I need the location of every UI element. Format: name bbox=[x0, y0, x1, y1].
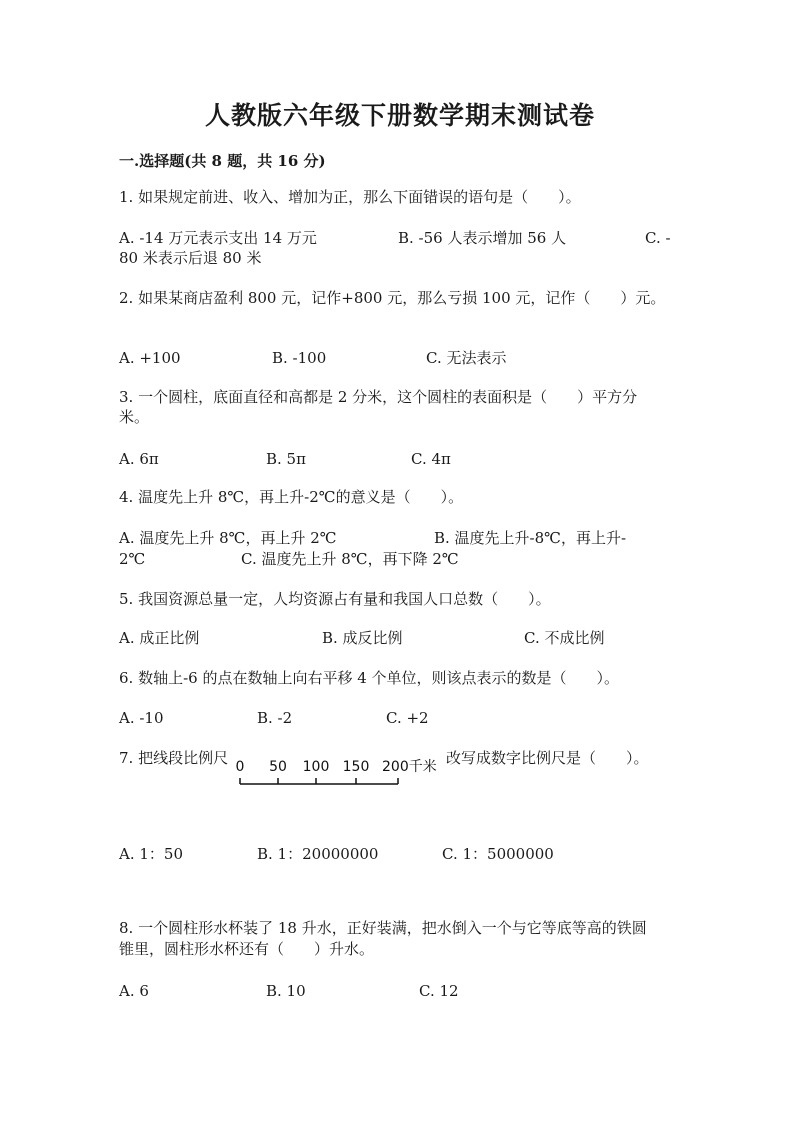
question-8-option-a: A. 6 bbox=[119, 982, 149, 1000]
question-7-option-c: C. 1：5000000 bbox=[442, 845, 554, 863]
question-1-option-b: B. -56 人表示增加 56 人 bbox=[398, 229, 567, 247]
question-4-option-b: B. 温度先上升-8℃，再上升- bbox=[434, 529, 627, 547]
scale-label-200-km: 200千米 bbox=[382, 759, 437, 775]
scale-label-100: 100 bbox=[302, 759, 330, 775]
question-1-option-a: A. -14 万元表示支出 14 万元 bbox=[119, 229, 317, 247]
question-7-option-a: A. 1：50 bbox=[119, 845, 183, 863]
line-segment-scale bbox=[236, 755, 446, 789]
question-4-option-c: C. 温度先上升 8℃，再下降 2℃ bbox=[241, 550, 459, 568]
question-5-option-a: A. 成正比例 bbox=[119, 629, 200, 647]
question-6-option-c: C. +2 bbox=[386, 709, 429, 727]
scale-label-0: 0 bbox=[236, 759, 245, 775]
question-3-option-a: A. 6π bbox=[119, 450, 159, 468]
question-7-stem-end: 改写成数字比例尺是（ ）。 bbox=[446, 749, 649, 767]
question-6-option-a: A. -10 bbox=[119, 709, 164, 727]
page-title: 人教版六年级下册数学期末测试卷 bbox=[204, 101, 595, 130]
scale-label-150: 150 bbox=[342, 759, 370, 775]
question-2-option-a: A. +100 bbox=[119, 349, 181, 367]
question-1-option-c-continued: 80 米表示后退 80 米 bbox=[119, 249, 262, 267]
question-4-option-b-continued: 2℃ bbox=[119, 550, 146, 568]
scale-label-50: 50 bbox=[269, 759, 287, 775]
question-4-option-a: A. 温度先上升 8℃，再上升 2℃ bbox=[119, 529, 337, 547]
question-8-option-c: C. 12 bbox=[419, 982, 459, 1000]
question-3-option-c: C. 4π bbox=[411, 450, 451, 468]
section-heading: 一.选择题(共 8 题，共 16 分) bbox=[119, 152, 326, 170]
question-2-stem: 2. 如果某商店盈利 800 元，记作+800 元，那么亏损 100 元，记作（ ）元。 bbox=[119, 289, 666, 307]
question-3-stem-line-1: 3. 一个圆柱，底面直径和高都是 2 分米，这个圆柱的表面积是（ ）平方分 bbox=[119, 388, 638, 406]
question-3-option-b: B. 5π bbox=[266, 450, 306, 468]
question-8-stem-line-1: 8. 一个圆柱形水杯装了 18 升水，正好装满，把水倒入一个与它等底等高的铁圆 bbox=[119, 919, 647, 937]
question-8-option-b: B. 10 bbox=[266, 982, 306, 1000]
question-5-option-b: B. 成反比例 bbox=[322, 629, 403, 647]
question-6-option-b: B. -2 bbox=[257, 709, 293, 727]
question-6-stem: 6. 数轴上-6 的点在数轴上向右平移 4 个单位，则该点表示的数是（ ）。 bbox=[119, 669, 620, 687]
question-7-option-b: B. 1：20000000 bbox=[257, 845, 379, 863]
question-1-option-c: C. - bbox=[645, 229, 671, 247]
question-7-stem-start: 7. 把线段比例尺 bbox=[119, 749, 229, 767]
question-5-option-c: C. 不成比例 bbox=[524, 629, 605, 647]
question-1-stem: 1. 如果规定前进、收入、增加为正，那么下面错误的语句是（ ）。 bbox=[119, 188, 581, 206]
question-2-option-c: C. 无法表示 bbox=[426, 349, 507, 367]
question-2-option-b: B. -100 bbox=[272, 349, 327, 367]
question-4-stem: 4. 温度先上升 8℃，再上升-2℃的意义是（ ）。 bbox=[119, 488, 464, 506]
question-8-stem-line-2: 锥里，圆柱形水杯还有（ ）升水。 bbox=[119, 940, 375, 958]
question-5-stem: 5. 我国资源总量一定，人均资源占有量和我国人口总数（ ）。 bbox=[119, 590, 551, 608]
question-3-stem-line-2: 米。 bbox=[119, 408, 150, 426]
